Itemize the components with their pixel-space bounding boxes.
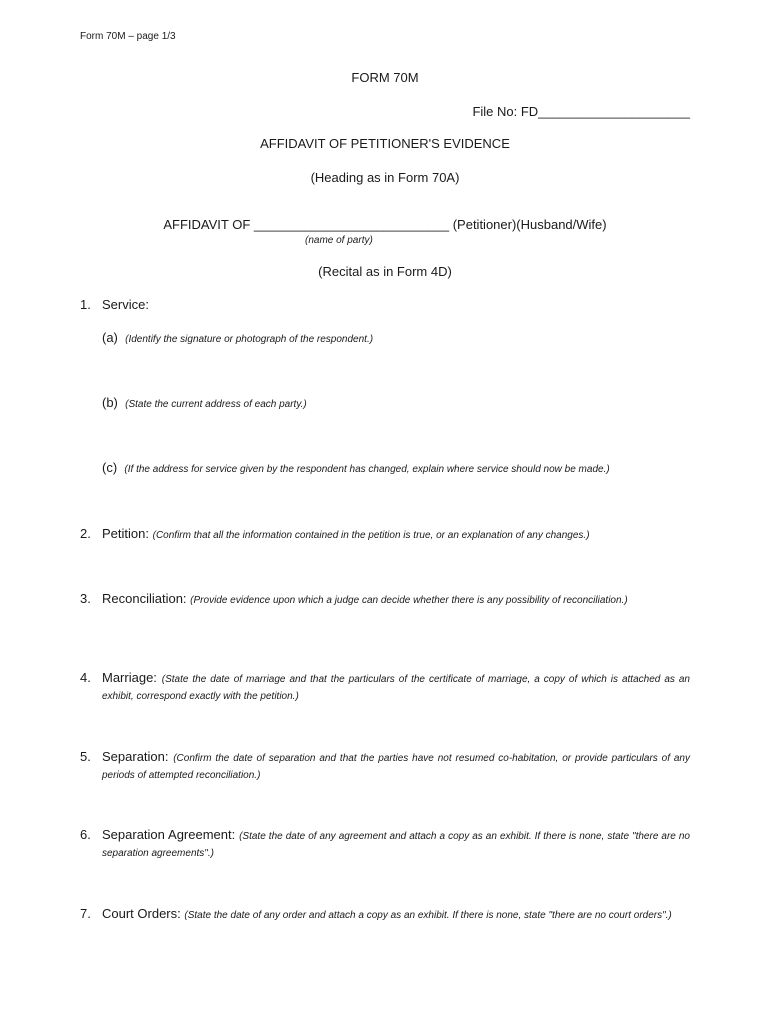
list-item-service (80, 297, 690, 312)
item-label: Service: (102, 297, 149, 312)
list-item-petition (80, 526, 690, 543)
recital-note: (Recital as in Form 4D) (318, 264, 452, 279)
item-note: (State the date of any order and attach a copy as an exhibit. If there is none, state "there are no court orders".) (184, 910, 672, 921)
item-label: Court Orders: (102, 906, 181, 921)
item-number: 4. (80, 670, 91, 685)
item-note: (Confirm that all the information contained in the petition is true, or an explanation of any changes.) (152, 530, 590, 541)
item-number: 5. (80, 749, 91, 764)
item-note: (State the date of marriage and that the particulars of the certificate of marriage, a copy of which is attached as an exhibit, correspond exactly with the petition.) (102, 674, 690, 702)
heading-note: (Heading as in Form 70A) (310, 170, 460, 185)
subitem-note: (If the address for service given by the respondent has changed, explain where service should now be made.) (124, 464, 610, 475)
subitem-note: (Identify the signature or photograph of the respondent.) (125, 334, 374, 345)
document-heading: AFFIDAVIT OF PETITIONER'S EVIDENCE (260, 136, 510, 151)
list-item-separation-agreement (80, 827, 690, 861)
item-number: 3. (80, 591, 91, 606)
item-label: Separation Agreement: (102, 827, 236, 842)
item-label: Marriage: (102, 670, 157, 685)
list-item-separation (80, 749, 690, 783)
affidavit-of-line: AFFIDAVIT OF ___________________________ (Petitioner)(Husband/Wife) (163, 217, 607, 232)
item-label: Petition: (102, 526, 149, 541)
form-title: FORM 70M (351, 70, 419, 85)
item-note: (Provide evidence upon which a judge can decide whether there is any possibility of reconciliation.) (190, 595, 628, 606)
list-item-reconciliation (80, 591, 690, 608)
subitem-letter: (a) (102, 330, 118, 345)
item-number: 6. (80, 827, 91, 842)
list-item-court-orders (80, 906, 690, 923)
page-header: Form 70M – page 1/3 (80, 31, 176, 42)
item-note: (State the date of any agreement and attach a copy as an exhibit. If there is none, state "there are no separation agreements".) (102, 831, 690, 859)
subitem-letter: (b) (102, 395, 118, 410)
service-subitem-a (102, 330, 690, 345)
item-number: 1. (80, 297, 91, 312)
subitem-note: (State the current address of each party.) (125, 399, 307, 410)
service-subitem-c (102, 460, 690, 475)
item-label: Reconciliation: (102, 591, 187, 606)
item-number: 2. (80, 526, 91, 541)
service-subitem-b (102, 395, 690, 410)
item-number: 7. (80, 906, 91, 921)
file-number-field: File No: FD_____________________ (472, 104, 690, 119)
item-label: Separation: (102, 749, 169, 764)
list-item-marriage (80, 670, 690, 704)
subitem-letter: (c) (102, 460, 118, 475)
item-note: (Confirm the date of separation and that the parties have not resumed co-habitation, or provide particulars of any periods of attempted reconciliation.) (102, 753, 690, 781)
name-of-party-caption: (name of party) (305, 235, 373, 246)
